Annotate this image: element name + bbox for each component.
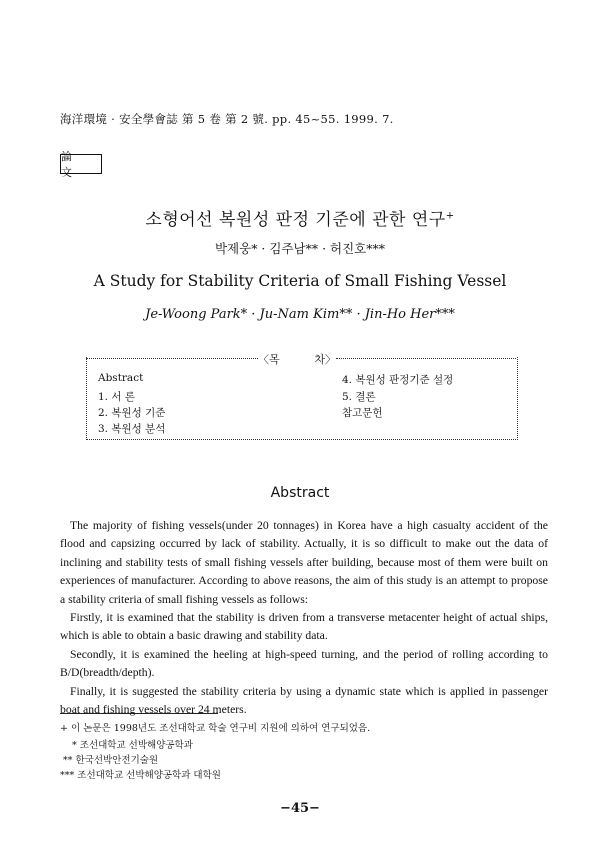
toc-item: 1. 서 론 [98, 391, 135, 403]
toc-top-rule-right [336, 358, 516, 359]
korean-title-mark: + [445, 210, 455, 222]
footnote: ** 한국선박안전기술원 [63, 755, 159, 766]
korean-authors: 박제웅* · 김주남** · 허진호*** [214, 241, 386, 256]
toc-item: 4. 복원성 판정기준 설정 [342, 374, 454, 386]
abstract-paragraph: The majority of fishing vessels(under 20 tonnages) in Korea have a high casualty accident of the flood and capsizing occurred by lack of stability. Actually, it is so difficult to make out the data of inclining and stability tests of small fishing vessels after building, because most of them were built on experiences of manufacturer. According to above reasons, the aim of this study is an attempt to propose a stability criteria of small fishing vessels as follows: [60, 519, 548, 606]
toc-heading-right: 차〉 [314, 353, 336, 366]
korean-title [0, 205, 600, 230]
toc-item: 2. 복원성 기준 [98, 407, 166, 419]
abstract-body [60, 517, 548, 719]
article-type-tag: 論 文 [60, 154, 102, 174]
page-number: −45− [280, 801, 320, 816]
toc-item: 5. 결론 [342, 391, 376, 403]
journal-citation: 海洋環境 · 安全學會誌 第 5 卷 第 2 號. pp. 45~55. 1999. 7. [60, 112, 394, 126]
toc-heading-left: 〈목 [258, 353, 280, 366]
toc-heading [258, 351, 336, 367]
english-authors: Je-Woong Park* · Ju-Nam Kim** · Jin-Ho Her*** [145, 307, 455, 322]
toc-item: 3. 복원성 분석 [98, 423, 166, 435]
footnote-rule [60, 713, 218, 714]
abstract-paragraph: Secondly, it is examined the heeling at high-speed turning, and the period of rolling according to B/D(breadth/depth). [60, 647, 548, 680]
toc-top-rule-left [86, 358, 258, 359]
english-title: A Study for Stability Criteria of Small Fishing Vessel [93, 272, 507, 290]
footnote: + 이 논문은 1998년도 조선대학교 학술 연구비 지원에 의하여 연구되었음. [60, 723, 371, 734]
abstract-heading: Abstract [270, 485, 330, 501]
footnote: * 조선대학교 선박해양공학과 [72, 740, 193, 751]
toc-item: 참고문헌 [342, 407, 383, 419]
abstract-paragraph: Firstly, it is examined that the stability is driven from a transverse metacenter height of actual ships, which is able to obtain a basic drawing and stability data. [60, 611, 548, 643]
korean-title-text: 소형어선 복원성 판정 기준에 관한 연구 [145, 210, 446, 230]
toc-item: Abstract [98, 372, 144, 384]
footnote: *** 조선대학교 선박해양공학과 대학원 [60, 770, 221, 781]
abstract-paragraph: Finally, it is suggested the stability criteria by using a dynamic state which is applied in passenger boat and fishing vessels over 24 meters. [60, 684, 548, 717]
